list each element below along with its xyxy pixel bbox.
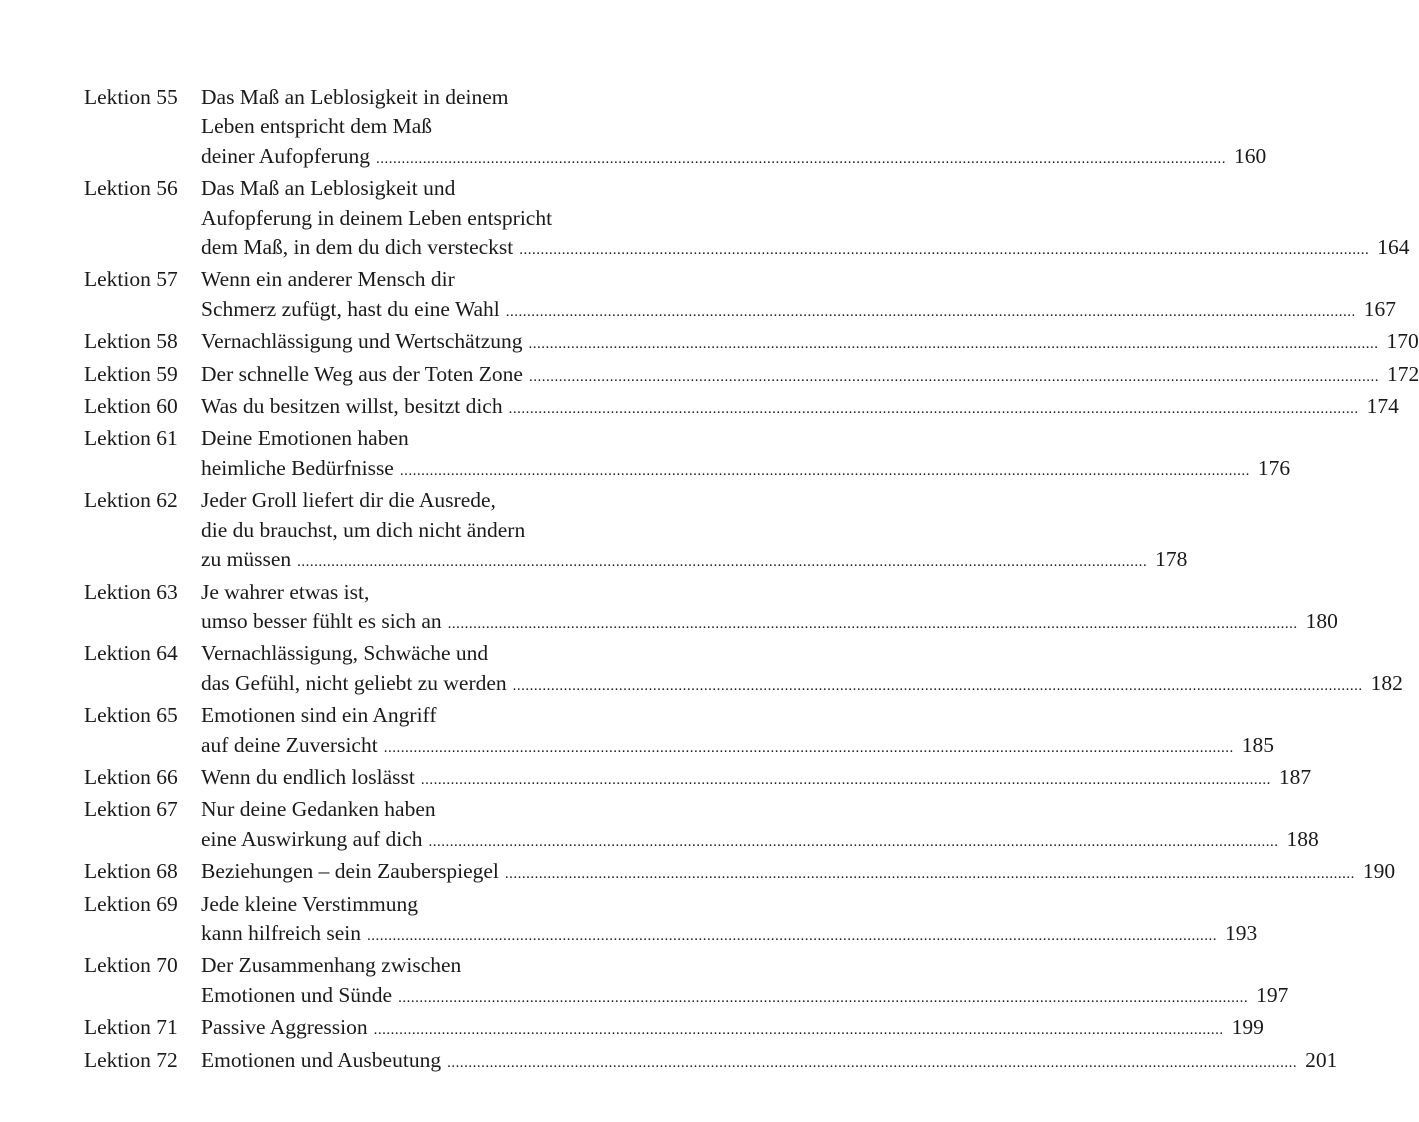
lesson-number: Lektion 58 <box>84 329 178 354</box>
page-number: 167 <box>1363 296 1397 321</box>
lesson-number: Lektion 55 <box>84 85 178 109</box>
dot-leader: ........................................................................................................................................................................................................ <box>504 866 1355 883</box>
dot-leader: ........................................................................................................................................................................................................ <box>383 739 1234 756</box>
table-of-contents <box>84 83 1419 1078</box>
lesson-title-last-line <box>201 360 1419 392</box>
lesson-number: Lektion 69 <box>84 891 178 916</box>
lesson-title-line: Vernachlässigung, Schwäche und <box>201 641 489 666</box>
lesson-number: Lektion 62 <box>84 488 178 513</box>
dot-leader: ........................................................................................................................................................................................................ <box>447 615 1298 632</box>
lesson-title-last-line <box>201 607 1338 639</box>
lesson-number: Lektion 65 <box>84 703 178 728</box>
page-number: 193 <box>1225 920 1258 945</box>
lesson-title <box>201 701 1274 763</box>
lesson-title-line: Jeder Groll liefert dir die Ausrede, <box>201 488 496 513</box>
lesson-title-line: Leben entspricht dem Maß <box>201 114 433 139</box>
dot-leader: ........................................................................................................................................................................................................ <box>297 554 1148 571</box>
lesson-title-text: Passive Aggression <box>201 1015 368 1040</box>
dot-leader: ........................................................................................................................................................................................................ <box>367 927 1218 944</box>
toc-entry[interactable] <box>84 360 1419 392</box>
lesson-title-text: kann hilfreich sein <box>201 920 362 945</box>
dot-leader: ........................................................................................................................................................................................................ <box>375 150 1226 167</box>
lesson-title-line: Aufopferung in deinem Leben entspricht <box>201 205 553 230</box>
toc-entry[interactable] <box>84 265 1397 327</box>
lesson-title-text: Der schnelle Weg aus der Toten Zone <box>201 361 523 386</box>
page-number: 197 <box>1256 982 1289 1007</box>
lesson-title-text: deiner Aufopferung <box>201 143 370 168</box>
toc-entry[interactable] <box>84 486 1188 577</box>
dot-leader: ........................................................................................................................................................................................................ <box>399 462 1250 479</box>
toc-entry[interactable] <box>84 890 1258 952</box>
lesson-number: Lektion 70 <box>84 953 178 978</box>
lesson-title-line: Der Zusammenhang zwischen <box>201 953 462 978</box>
lesson-title <box>201 639 1403 701</box>
lesson-number: Lektion 72 <box>84 1047 178 1072</box>
page-number: 172 <box>1386 361 1419 386</box>
lesson-title-line: Je wahrer etwas ist, <box>201 579 370 604</box>
page-number: 164 <box>1377 235 1410 260</box>
dot-leader: ........................................................................................................................................................................................................ <box>428 833 1279 850</box>
lesson-title-text: eine Auswirkung auf dich <box>201 826 423 851</box>
lesson-title <box>201 890 1258 952</box>
toc-entry[interactable] <box>84 1046 1338 1078</box>
lesson-title <box>201 486 1188 577</box>
lesson-title-last-line <box>201 392 1399 424</box>
dot-leader: ........................................................................................................................................................................................................ <box>508 401 1359 418</box>
lesson-title-line: Das Maß an Leblosigkeit und <box>201 176 456 201</box>
toc-entry[interactable] <box>84 1013 1264 1045</box>
page-number: 160 <box>1233 143 1267 168</box>
toc-entry[interactable] <box>84 83 1267 174</box>
toc-entry[interactable] <box>84 424 1291 486</box>
lesson-number: Lektion 67 <box>84 797 178 822</box>
dot-leader: ........................................................................................................................................................................................................ <box>420 771 1271 788</box>
page-number: 176 <box>1257 455 1291 480</box>
lesson-title-last-line <box>201 919 1258 951</box>
lesson-title-last-line <box>201 454 1291 486</box>
page-number: 185 <box>1241 732 1274 757</box>
page-number: 170 <box>1386 329 1419 354</box>
toc-entry[interactable] <box>84 951 1289 1013</box>
toc-entry[interactable] <box>84 392 1399 424</box>
lesson-title <box>201 951 1289 1013</box>
lesson-title-text: Wenn du endlich loslässt <box>201 764 415 789</box>
lesson-title-last-line <box>201 295 1397 327</box>
lesson-title-text: Schmerz zufügt, hast du eine Wahl <box>201 296 500 321</box>
lesson-title-line: Wenn ein anderer Mensch dir <box>201 267 455 292</box>
lesson-title-text: dem Maß, in dem du dich versteckst <box>201 235 514 260</box>
lesson-number: Lektion 57 <box>84 267 178 292</box>
lesson-title <box>201 1046 1338 1078</box>
dot-leader: ........................................................................................................................................................................................................ <box>373 1022 1224 1039</box>
page-number: 174 <box>1366 394 1399 419</box>
dot-leader: ........................................................................................................................................................................................................ <box>398 989 1249 1006</box>
toc-entry[interactable] <box>84 795 1319 857</box>
lesson-title <box>201 265 1397 327</box>
lesson-title-last-line <box>201 825 1319 857</box>
lesson-title-text: Vernachlässigung und Wertschätzung <box>201 329 523 354</box>
lesson-number: Lektion 56 <box>84 176 178 201</box>
toc-entry[interactable] <box>84 327 1419 359</box>
lesson-title-last-line <box>201 763 1312 795</box>
toc-entry[interactable] <box>84 578 1338 640</box>
lesson-title-line: Das Maß an Leblosigkeit in deinem <box>201 85 509 109</box>
lesson-title-text: auf deine Zuversicht <box>201 732 378 757</box>
lesson-title <box>201 424 1291 486</box>
lesson-title-text: zu müssen <box>201 547 292 572</box>
lesson-title-last-line <box>201 1046 1338 1078</box>
lesson-title-last-line <box>201 669 1403 701</box>
dot-leader: ........................................................................................................................................................................................................ <box>519 242 1370 259</box>
toc-entry[interactable] <box>84 639 1403 701</box>
dot-leader: ........................................................................................................................................................................................................ <box>512 677 1363 694</box>
lesson-title <box>201 1013 1264 1045</box>
lesson-number: Lektion 59 <box>84 361 178 386</box>
lesson-title <box>201 360 1419 392</box>
lesson-title-text: Emotionen und Ausbeutung <box>201 1047 442 1072</box>
dot-leader: ........................................................................................................................................................................................................ <box>505 303 1356 320</box>
lesson-title <box>201 392 1399 424</box>
lesson-title-text: umso besser fühlt es sich an <box>201 608 442 633</box>
lesson-title <box>201 174 1410 265</box>
lesson-title-line: Nur deine Gedanken haben <box>201 797 436 822</box>
dot-leader: ........................................................................................................................................................................................................ <box>528 368 1379 385</box>
lesson-title-text: heimliche Bedürfnisse <box>201 455 394 480</box>
lesson-title-last-line <box>201 142 1267 174</box>
lesson-number: Lektion 63 <box>84 579 178 604</box>
toc-entry[interactable] <box>84 701 1274 763</box>
lesson-number: Lektion 64 <box>84 641 178 666</box>
page-number: 188 <box>1286 826 1319 851</box>
lesson-title-line: Jede kleine Verstimmung <box>201 891 418 916</box>
lesson-title <box>201 857 1396 889</box>
page-number: 199 <box>1231 1015 1264 1040</box>
lesson-title <box>201 578 1338 640</box>
lesson-title <box>201 763 1312 795</box>
lesson-title <box>201 795 1319 857</box>
page-number: 190 <box>1362 859 1396 884</box>
toc-entry[interactable] <box>84 857 1396 889</box>
lesson-title-last-line <box>201 731 1274 763</box>
lesson-title-last-line <box>201 327 1419 359</box>
lesson-title-text: Beziehungen – dein Zauberspiegel <box>201 859 499 884</box>
page-number: 178 <box>1155 547 1188 572</box>
page-number: 187 <box>1278 764 1312 789</box>
toc-entry[interactable] <box>84 763 1312 795</box>
lesson-title <box>201 83 1267 174</box>
lesson-title-last-line <box>201 1013 1264 1045</box>
lesson-title-text: das Gefühl, nicht geliebt zu werden <box>201 670 507 695</box>
lesson-number: Lektion 60 <box>84 394 178 419</box>
page-number: 201 <box>1305 1047 1338 1072</box>
dot-leader: ........................................................................................................................................................................................................ <box>447 1054 1298 1071</box>
lesson-title-line: Emotionen sind ein Angriff <box>201 703 437 728</box>
dot-leader: ........................................................................................................................................................................................................ <box>528 336 1379 353</box>
lesson-title-last-line <box>201 857 1396 889</box>
lesson-title <box>201 327 1419 359</box>
page-number: 182 <box>1370 670 1403 695</box>
lesson-title-line: Deine Emotionen haben <box>201 426 409 451</box>
lesson-title-last-line <box>201 545 1188 577</box>
page-number: 180 <box>1305 608 1338 633</box>
lesson-title-line: die du brauchst, um dich nicht ändern <box>201 517 526 542</box>
lesson-title-text: Emotionen und Sünde <box>201 982 393 1007</box>
lesson-number: Lektion 71 <box>84 1015 178 1040</box>
lesson-number: Lektion 68 <box>84 859 178 884</box>
lesson-number: Lektion 61 <box>84 426 178 451</box>
lesson-number: Lektion 66 <box>84 764 178 789</box>
toc-entry[interactable] <box>84 174 1410 265</box>
lesson-title-text: Was du besitzen willst, besitzt dich <box>201 394 503 419</box>
lesson-title-last-line <box>201 233 1410 265</box>
lesson-title-last-line <box>201 981 1289 1013</box>
